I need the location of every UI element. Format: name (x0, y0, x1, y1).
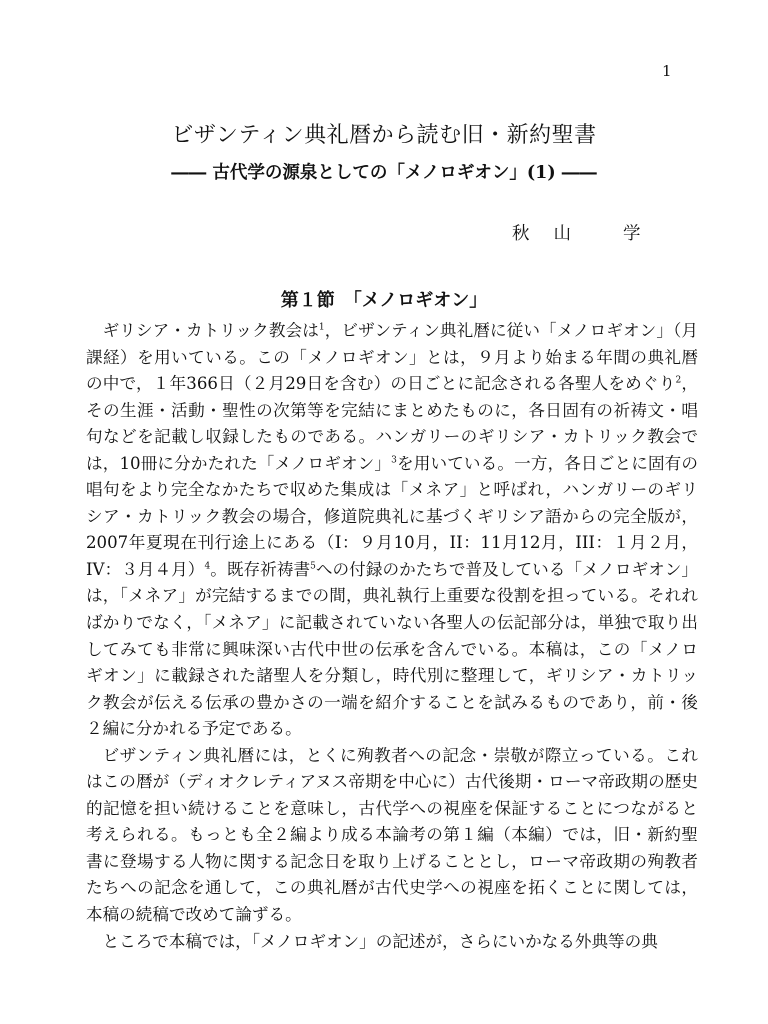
author-name-part: 秋 (512, 224, 532, 244)
footnote-marker[interactable]: 2 (675, 375, 682, 386)
footnote-marker[interactable]: 4 (204, 561, 211, 572)
paragraph-text: ，ビザンティン典礼暦に従い「メノロギオン」（月課経）を用いている。この「メノロギオン」とは，９月より始まる年間の典礼暦の中で，１年366日（２月29日を含む）の日ごとに記念される各聖人をめぐり (86, 321, 698, 394)
article-subtitle: ―― 古代学の源泉としての「メノロギオン」(1) ―― (171, 163, 597, 183)
body-paragraph (86, 929, 698, 956)
page-number: 1 (662, 62, 672, 80)
paragraph-text: ギリシア・カトリック教会は (102, 321, 319, 340)
section-heading: 第１節 「メノロギオン」 (280, 290, 488, 311)
paragraph-text: ビザンティン典礼暦には，とくに殉教者への記念・崇敬が際立っている。これはこの暦が（ディオクレティアヌス帝期を中心に）古代後期・ローマ帝政期の歴史的記憶を担い続けることを意味し，古代学への視座を保証することにつながると考えられる。もっとも全２編より成る本論考の第１編（本編）では，旧・新約聖書に登場する人物に関する記念日を取り上げることとし，ローマ帝政期の殉教者たちへの記念を通して，この典礼暦が古代史学への視座を拓くことに関しては，本稿の続稿で改めて論ずる。 (86, 745, 698, 925)
paragraph-text: 。既存祈祷書 (210, 559, 311, 579)
body-text (86, 318, 698, 955)
paragraph-text: への付録のかたちで普及している「メノロギオン」は，「メネア」が完結するまでの間，典礼執行上重要な役割を担っている。それればかりでなく，「メネア」に記載されていない各聖人の伝記部分は，単独で取り出してみても非常に興味深い古代中世の伝承を含んでいる。本稿は，この「メノロギオン」に載録された諸聖人を分類し，時代別に整理して，ギリシア・カトリック教会が伝える伝承の豊かさの一端を紹介することを試みるものであり，前・後２編に分かれる予定である。 (86, 559, 698, 739)
article-title: ビザンティン典礼暦から読む旧・新約聖書 (171, 123, 597, 148)
author-name-part: 山 (553, 224, 573, 244)
body-paragraph (86, 743, 698, 929)
author-name (512, 220, 643, 245)
footnote-marker[interactable]: 5 (310, 561, 316, 572)
footnote-marker[interactable]: 1 (318, 322, 325, 333)
body-paragraph (86, 318, 698, 743)
paragraph-text: を用いている。一方，各日ごとに固有の唱句をより完全なかたちで収めた集成は「メネア」と呼ばれ，ハンガリーのギリシア・カトリック教会の場合，修道院典礼に基づくギリシア語からの完全版が，2007年夏現在刊行途上にある（I：９月10月，II：11月12月，III：１月２月，IV：３月４月） (86, 453, 698, 579)
paragraph-text: ところで本稿では，「メノロギオン」の記述が，さらにいかなる外典等の典 (102, 931, 658, 951)
author-name-part: 学 (623, 224, 643, 244)
footnote-marker[interactable]: 3 (391, 455, 397, 466)
paragraph-text: ，その生涯・活動・聖性の次第等を完結にまとめたものに，各日固有の祈祷文・唱句などを記載し収録したものである。ハンガリーのギリシア・カトリック教会では，10冊に分かたれた「メノロギオン」 (86, 374, 698, 473)
